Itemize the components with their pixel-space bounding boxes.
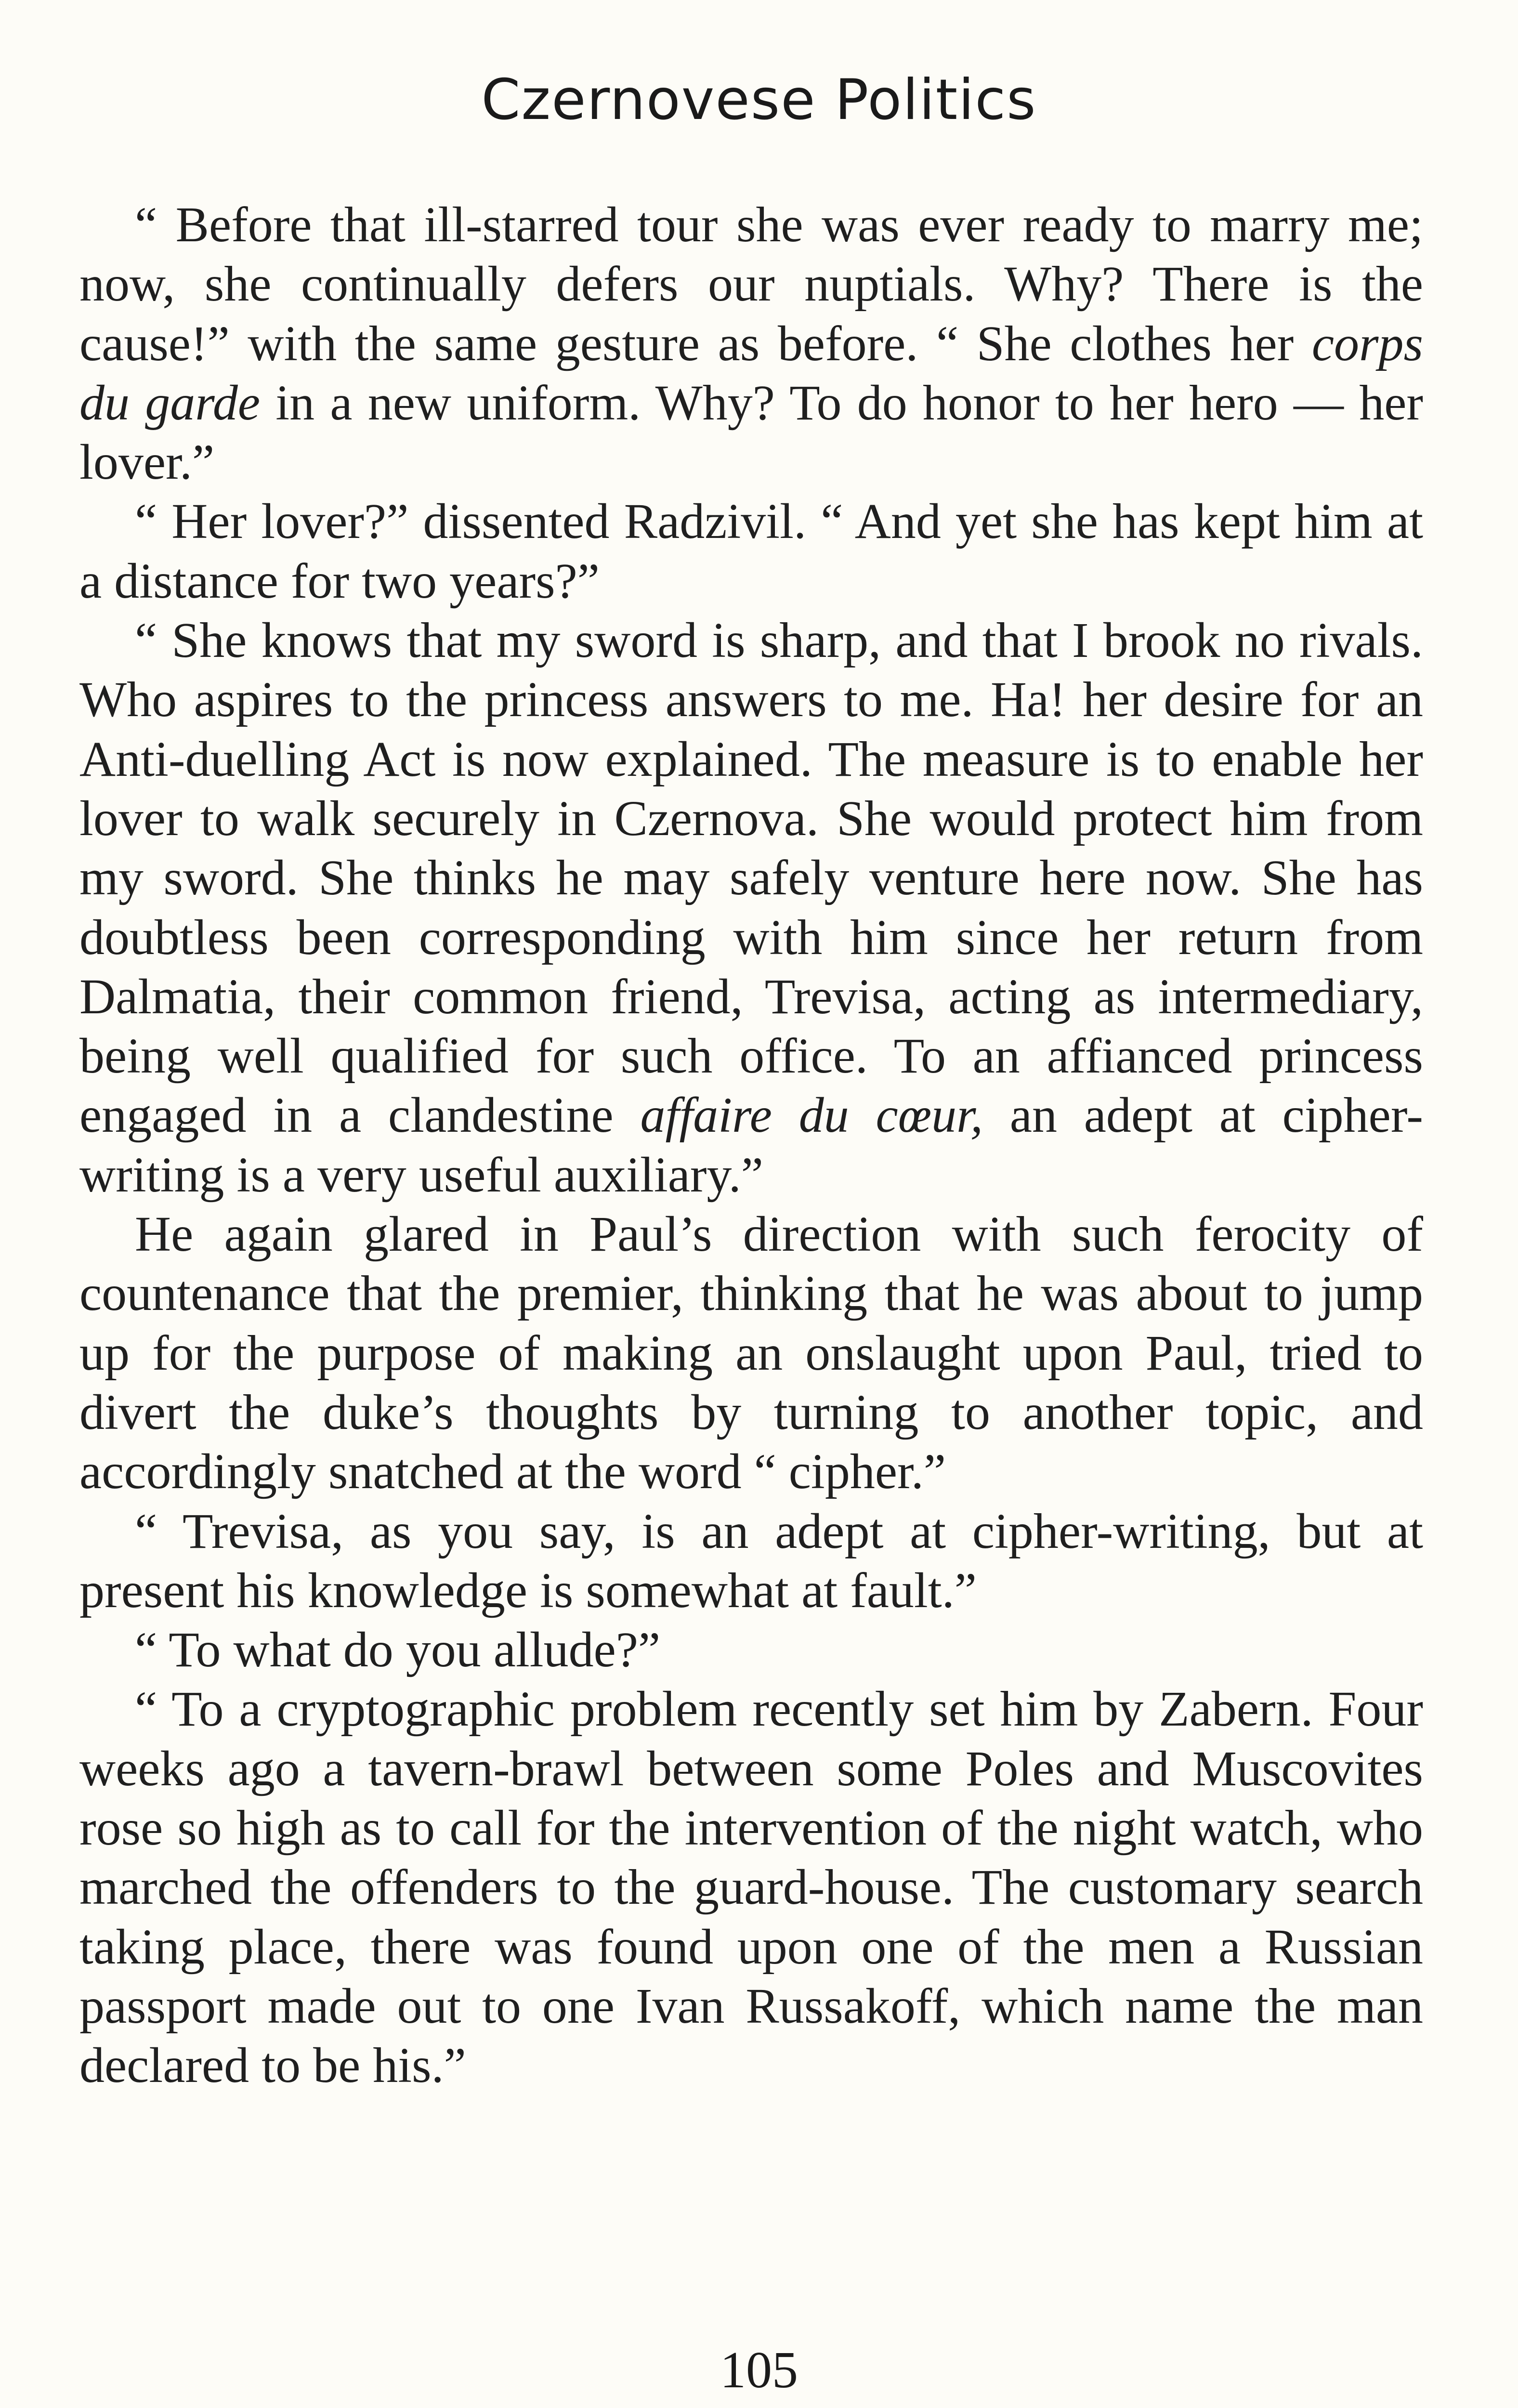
paragraph-text: an adept at cipher-writing is a very useful auxiliary.” (79, 1087, 1423, 1203)
italic-phrase: corps du garde (79, 315, 1423, 431)
paragraph (79, 195, 1423, 492)
paragraph-text: “ She knows that my sword is sharp, and that I brook no rivals. Who aspires to the princess answers to me. Ha! her desire for an Anti-duelling Act is now explained. The measure is to enable her lover to walk securely in Czernova. She would protect him from my sword. She thinks he may safely venture here now. She has doubtless been corresponding with him since her return from Dalmatia, their common friend, Trevisa, acting as intermediary, being well qualified for such office. To an affianced princess engaged in a clandestine (79, 613, 1423, 1143)
running-title: Czernovese Politics (481, 67, 1037, 132)
paragraph-text: in a new uniform. Why? To do honor to her hero — her lover.” (79, 375, 1423, 490)
italic-phrase: affaire du cœur, (640, 1087, 983, 1143)
paragraph: “ To a cryptographic problem recently set him by Zabern. Four weeks ago a tavern-brawl between some Poles and Muscovites rose so high as to call for the intervention of the night watch, who marched the offenders to the guard-house. The customary search taking place, there was found upon one of the men a Russian passport made out to one Ivan Russakoff, which name the man declared to be his.” (79, 1681, 1423, 2094)
paragraph: “ Trevisa, as you say, is an adept at cipher-writing, but at present his knowledge is somewhat at fault.” (79, 1503, 1423, 1618)
paragraph: “ To what do you allude?” (135, 1622, 661, 1678)
paragraph: He again glared in Paul’s direction with such ferocity of countenance that the premier, thinking that he was about to jump up for the purpose of making an onslaught upon Paul, tried to divert the duke’s thoughts by turning to another topic, and accordingly snatched at the word “ cipher.” (79, 1206, 1423, 1500)
page-number: 105 (720, 2342, 798, 2399)
body-text (79, 195, 1423, 2095)
paragraph (79, 611, 1423, 1204)
paragraph: “ Her lover?” dissented Radzivil. “ And yet she has kept him at a distance for two years?” (79, 494, 1423, 609)
paragraph-text: “ Before that ill-starred tour she was ever ready to marry me; now, she continually defers our nuptials. Why? There is the cause!” with the same gesture as before. “ She clothes her (79, 197, 1423, 371)
